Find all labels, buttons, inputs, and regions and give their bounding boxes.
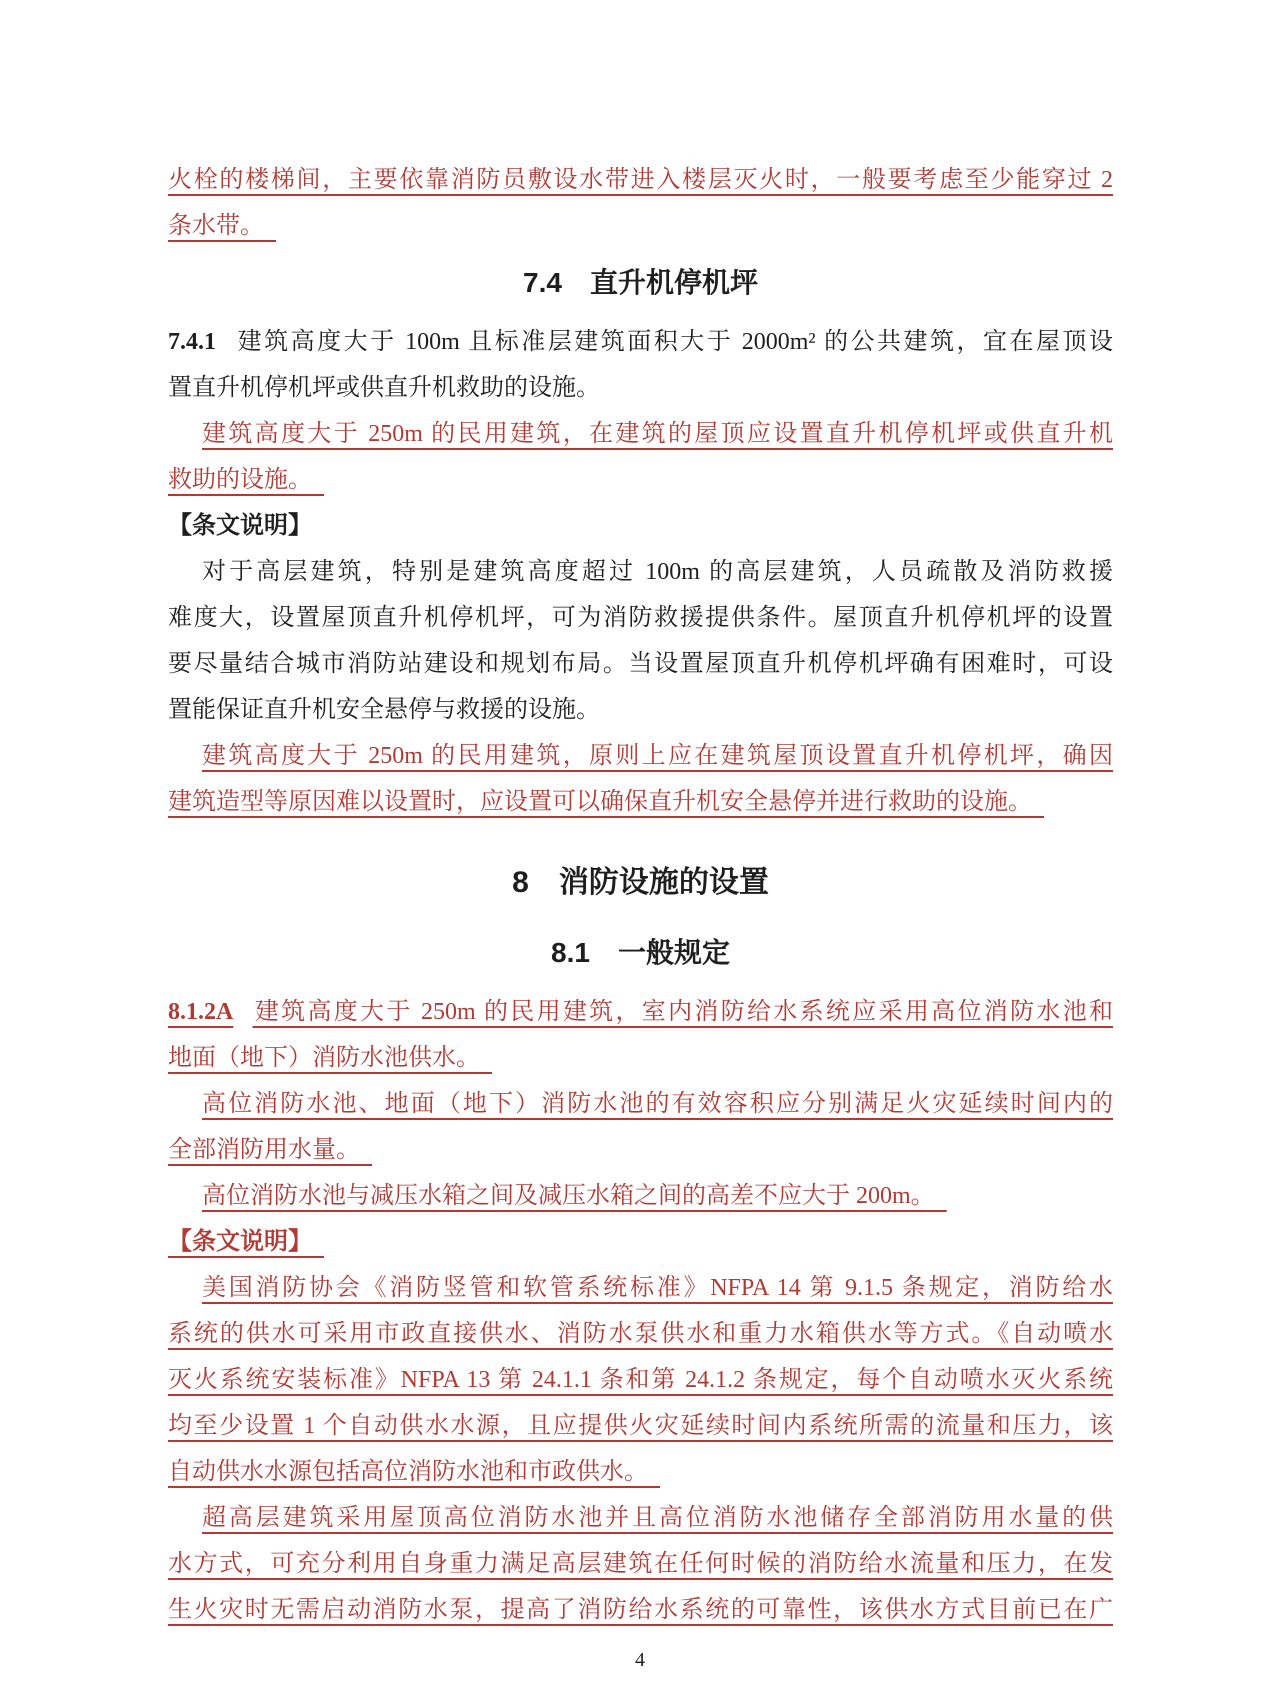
- document-body: [168, 157, 1113, 1633]
- text-line: 难度大，设置屋顶直升机停机坪，可为消防救援提供条件。屋顶直升机停机坪的设置: [168, 605, 1113, 631]
- clause-8-1-2A: [168, 989, 1113, 1081]
- clause-7-4-1: [168, 319, 1113, 411]
- text-line: 高位消防水池、地面（地下）消防水池的有效容积应分别满足火灾延续时间内的: [202, 1091, 1113, 1117]
- clause-number: 8.1.2A: [168, 999, 234, 1025]
- commentary-label-7-4-1: 【条文说明】: [168, 512, 312, 539]
- text-line: 建筑造型等原因难以设置时，应设置可以确保直升机安全悬停并进行救助的设施。: [168, 789, 1044, 815]
- heading-7-4: 7.4 直升机停机坪: [523, 267, 758, 298]
- heading-8: 8 消防设施的设置: [512, 866, 769, 899]
- text-line: 7.4.1 建筑高度大于 100m 且标准层建筑面积大于 2000m² 的公共建筑，宜在屋顶设: [168, 329, 1113, 355]
- text-line: 条水带。: [168, 213, 276, 239]
- text-line: 高位消防水池与减压水箱之间及减压水箱之间的高差不应大于 200m。: [202, 1183, 947, 1209]
- clause-8-1-2A-para2: [168, 1081, 1113, 1173]
- clause-8-1-2A-para3: [168, 1173, 1113, 1219]
- text-line: 系统的供水可采用市政直接供水、消防水泵供水和重力水箱供水等方式。《自动喷水: [168, 1321, 1113, 1347]
- text-line: 地面（地下）消防水池供水。: [168, 1045, 492, 1071]
- clause-7-4-1-addition: [168, 411, 1113, 503]
- page-number: 4: [635, 1649, 645, 1671]
- text-line: 要尽量结合城市消防站建设和规划布局。当设置屋顶直升机停机坪确有困难时，可设: [168, 651, 1113, 677]
- text-line: 全部消防用水量。: [168, 1137, 372, 1163]
- text-line: 建筑高度大于 250m 的民用建筑，在建筑的屋顶应设置直升机停机坪或供直升机: [202, 421, 1113, 447]
- text-line: 火栓的楼梯间，主要依靠消防员敷设水带进入楼层灭火时，一般要考虑至少能穿过 2: [168, 167, 1113, 193]
- commentary-7-4-1-addition: [168, 733, 1113, 825]
- text-line: 灭火系统安装标准》NFPA 13 第 24.1.1 条和第 24.1.2 条规定，每个自动喷水灭火系统: [168, 1367, 1113, 1393]
- text-line: 自动供水水源包括高位消防水池和市政供水。: [168, 1459, 660, 1485]
- text-line: 均至少设置 1 个自动供水水源，且应提供火灾延续时间内系统所需的流量和压力，该: [168, 1413, 1113, 1439]
- commentary-7-4-1: [168, 549, 1113, 733]
- clause-number: 7.4.1: [168, 329, 216, 355]
- heading-8-1: 8.1 一般规定: [551, 937, 730, 968]
- text-line: 水方式，可充分利用自身重力满足高层建筑在任何时候的消防给水流量和压力，在发: [168, 1551, 1113, 1577]
- commentary-gravity-supply: [168, 1495, 1113, 1633]
- text-line: 对于高层建筑，特别是建筑高度超过 100m 的高层建筑，人员疏散及消防救援: [202, 559, 1113, 585]
- text-line: 超高层建筑采用屋顶高位消防水池并且高位消防水池储存全部消防用水量的供: [202, 1505, 1113, 1531]
- para-hose-continuation: [168, 157, 1113, 249]
- text-line: 置直升机停机坪或供直升机救助的设施。: [168, 375, 600, 401]
- text-line: 救助的设施。: [168, 467, 324, 493]
- text-line: 生火灾时无需启动消防水泵，提高了消防给水系统的可靠性，该供水方式目前已在广: [168, 1597, 1113, 1623]
- commentary-nfpa: [168, 1265, 1113, 1495]
- commentary-label-8-1-2A: 【条文说明】: [168, 1228, 324, 1255]
- text-line: 美国消防协会《消防竖管和软管系统标准》NFPA 14 第 9.1.5 条规定，消防给水: [202, 1275, 1113, 1301]
- text-line: 8.1.2A 建筑高度大于 250m 的民用建筑，室内消防给水系统应采用高位消防水池和: [168, 999, 1113, 1025]
- text-line: 置能保证直升机安全悬停与救援的设施。: [168, 697, 600, 723]
- text-line: 建筑高度大于 250m 的民用建筑，原则上应在建筑屋顶设置直升机停机坪，确因: [202, 743, 1113, 769]
